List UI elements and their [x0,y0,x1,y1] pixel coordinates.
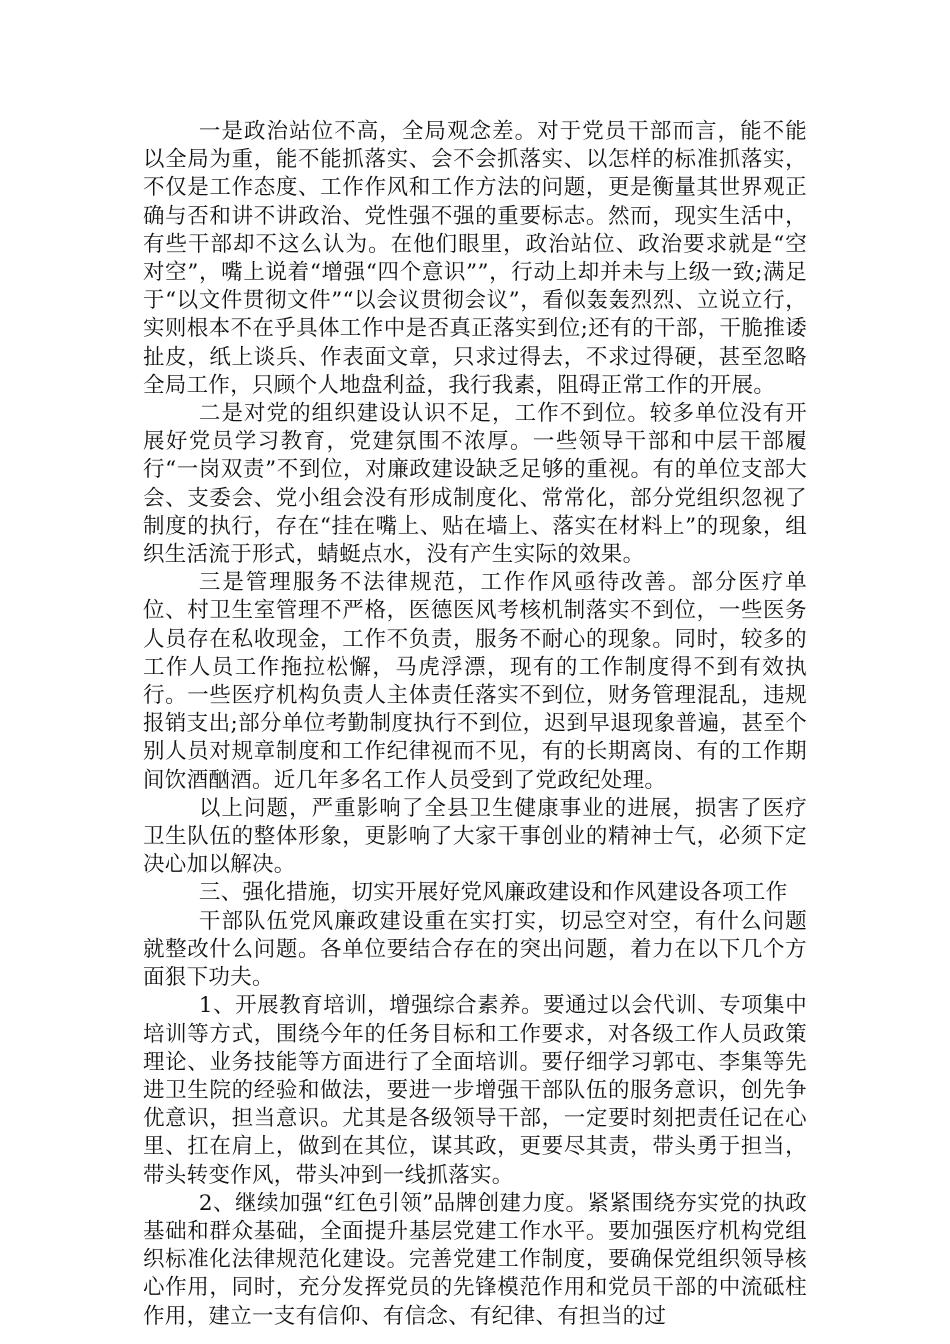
section-heading-strengthen-measures: 三、强化措施，切实开展好党风廉政建设和作风建设各项工作 [198,880,788,906]
document-page [143,118,807,1331]
paragraph-management-service: 三是管理服务不法律规范，工作作风亟待改善。部分医疗单位、村卫生室管理不严格，医德医风考核机制落实不到位，一些医务人员存在私收现金，工作不负责，服务不耐心的现象。同时，较多的工作人员工作拖拉松懈，马虎浮漂，现有的工作制度得不到有效执行。一些医疗机构负责人主体责任落实不到位，财务管理混乱，违规报销支出;部分单位考勤制度执行不到位，迟到早退现象普遍，甚至个别人员对规章制度和工作纪律视而不见，有的长期离岗、有的工作期间饮酒酗酒。近几年多名工作人员受到了党政纪处理。 [143,570,807,793]
paragraph-political-stance: 一是政治站位不高，全局观念差。对于党员干部而言，能不能以全局为重，能不能抓落实、会不会抓落实、以怎样的标准抓落实，不仅是工作态度、工作作风和工作方法的问题，更是衡量其世界观正确与否和讲不讲政治、党性强不强的重要标志。然而，现实生活中，有些干部却不这么认为。在他们眼里，政治站位、政治要求就是“空对空”，嘴上说着“增强“四个意识””，行动上却并未与上级一致;满足于“以文件贯彻文件”“以会议贯彻会议”，看似轰轰烈烈、立说立行，实则根本不在乎具体工作中是否真正落实到位;还有的干部，干脆推诿扯皮，纸上谈兵、作表面文章，只求过得去，不求过得硬，甚至忽略全局工作，只顾个人地盘利益，我行我素，阻碍正常工作的开展。 [143,119,807,398]
paragraph-party-organization: 二是对党的组织建设认识不足，工作不到位。较多单位没有开展好党员学习教育，党建氛围不浓厚。一些领导干部和中层干部履行“一岗双责”不到位，对廉政建设缺乏足够的重视。有的单位支部大会、支委会、党小组会没有形成制度化、常常化，部分党组织忽视了制度的执行，存在“挂在嘴上、贴在墙上、落实在材料上”的现象，组织生活流于形式，蜻蜓点水，没有产生实际的效果。 [143,401,807,568]
paragraph-problems-summary: 以上问题，严重影响了全县卫生健康事业的进展，损害了医疗卫生队伍的整体形象，更影响了大家干事创业的精神士气，必须下定决心加以解决。 [143,795,807,878]
paragraph-item-2-red-leadership: 2、继续加强“红色引领”品牌创建力度。紧紧围绕夯实党的执政基础和群众基础，全面提升基层党建工作水平。要加强医疗机构党组织标准化法律规范化建设。完善党建工作制度，要确保党组织领导核心作用，同时，充分发挥党员的先锋模范作用和党员干部的中流砥柱作用，建立一支有信仰、有信念、有纪律、有担当的过 [143,1190,807,1329]
paragraph-section-intro: 干部队伍党风廉政建设重在实打实，切忌空对空，有什么问题就整改什么问题。各单位要结合存在的突出问题，着力在以下几个方面狠下功夫。 [143,908,807,991]
paragraph-item-1-training: 1、开展教育培训，增强综合素养。要通过以会代训、专项集中培训等方式，围绕今年的任务目标和工作要求，对各级工作人员政策理论、业务技能等方面进行了全面培训。要仔细学习郭屯、李集等先进卫生院的经验和做法，要进一步增强干部队伍的服务意识，创先争优意识，担当意识。尤其是各级领导干部，一定要时刻把责任记在心里、扛在肩上，做到在其位，谋其政，更要尽其责，带头勇于担当，带头转变作风，带头冲到一线抓落实。 [143,993,807,1188]
